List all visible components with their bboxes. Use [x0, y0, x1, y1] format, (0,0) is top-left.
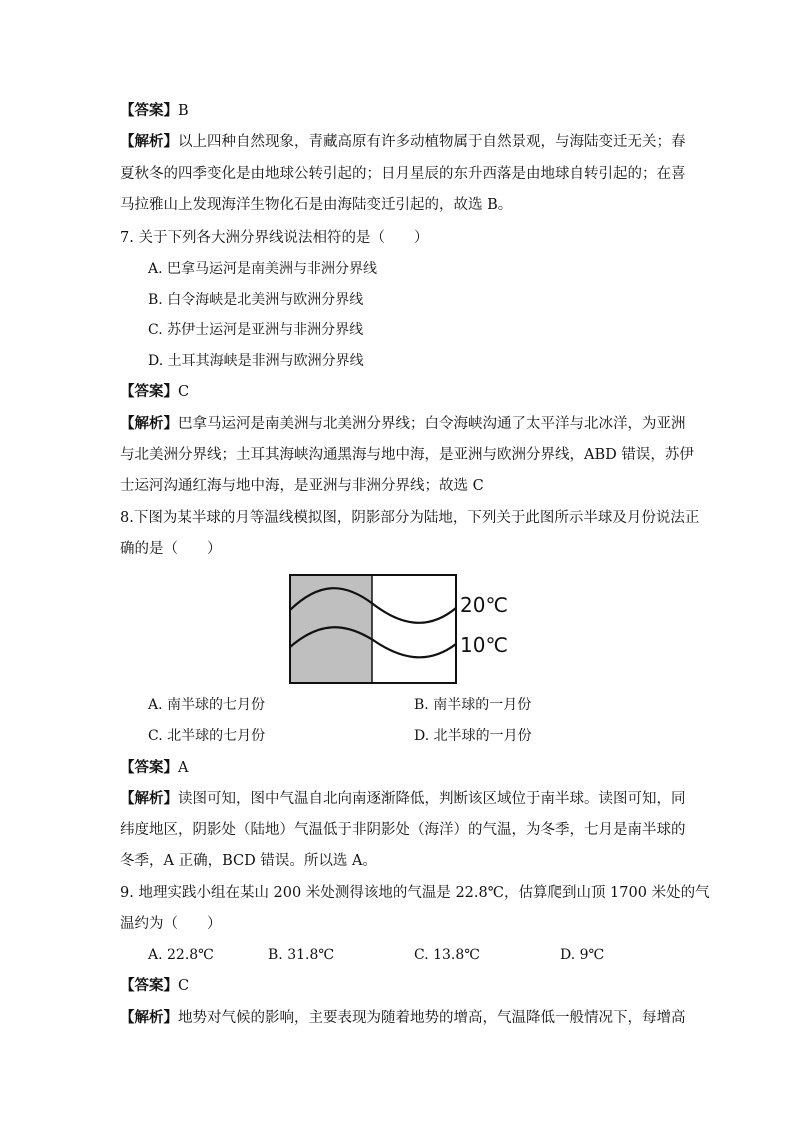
q9-answer [120, 976, 189, 996]
q7-option-a: A. 巴拿马运河是南美洲与非洲分界线 [148, 261, 378, 277]
q7-analysis-line-2: 与北美洲分界线；土耳其海峡沟通黑海与地中海，是亚洲与欧洲分界线，ABD 错误，苏伊 [120, 447, 694, 463]
answer-value: B [178, 103, 189, 119]
q9-option-a: A. 22.8℃ [148, 947, 214, 963]
answer-tag: 【答案】 [120, 759, 178, 776]
q8-question-line-1: 8.下图为某半球的月等温线模拟图，阴影部分为陆地，下列关于此图所示半球及月份说法正 [120, 510, 700, 526]
isotherm-figure [289, 574, 457, 684]
analysis-tag: 【解析】 [120, 415, 178, 432]
answer-tag: 【答案】 [120, 102, 178, 119]
q8-analysis-line-2: 纬度地区，阴影处（陆地）气温低于非阴影处（海洋）的气温，为冬季，七月是南半球的 [120, 822, 686, 838]
isotherm-label-20: 20℃ [460, 593, 508, 617]
q9-question-line-2: 温约为（ ） [120, 916, 222, 932]
answer-value: C [178, 384, 190, 400]
q7-analysis-line-1 [120, 414, 686, 434]
analysis-text: 地势对气候的影响，主要表现为随着地势的增高，气温降低一般情况下，每增高 [178, 1010, 686, 1026]
q6-analysis-line-1 [120, 132, 686, 152]
land-area [290, 575, 372, 683]
q8-answer [120, 758, 188, 778]
q9-option-c: C. 13.8℃ [414, 947, 480, 963]
q9-question-line-1: 9. 地理实践小组在某山 200 米处测得该地的气温是 22.8℃，估算爬到山顶 1700 米处的气 [120, 885, 710, 901]
answer-value: A [178, 760, 189, 776]
q6-analysis-line-3: 马拉雅山上发现海洋生物化石是由海陆变迁引起的，故选 B。 [120, 197, 513, 213]
q8-question-line-2: 确的是（ ） [120, 541, 222, 557]
analysis-tag: 【解析】 [120, 133, 178, 150]
q7-option-d: D. 土耳其海峡是非洲与欧洲分界线 [148, 353, 364, 369]
q8-option-b: B. 南半球的一月份 [414, 697, 532, 713]
isotherm-label-10: 10℃ [460, 633, 508, 657]
analysis-text: 以上四种自然现象，青藏高原有许多动植物属于自然景观，与海陆变迁无关；春 [178, 134, 686, 150]
q9-option-b: B. 31.8℃ [268, 947, 335, 963]
answer-tag: 【答案】 [120, 977, 178, 994]
answer-value: C [178, 978, 190, 994]
q7-analysis-line-3: 士运河沟通红海与地中海，是亚洲与非洲分界线；故选 C [120, 478, 484, 494]
analysis-tag: 【解析】 [120, 1009, 178, 1026]
q8-analysis-line-1 [120, 789, 686, 809]
q8-option-a: A. 南半球的七月份 [148, 697, 266, 713]
answer-tag: 【答案】 [120, 383, 178, 400]
q7-option-c: C. 苏伊士运河是亚洲与非洲分界线 [148, 322, 364, 338]
q7-option-b: B. 白令海峡是北美洲与欧洲分界线 [148, 292, 364, 308]
q8-option-d: D. 北半球的一月份 [414, 728, 532, 744]
q9-option-d: D. 9℃ [560, 947, 605, 963]
analysis-text: 读图可知，图中气温自北向南逐渐降低，判断该区域位于南半球。读图可知，同 [178, 791, 686, 807]
q7-question: 7. 关于下列各大洲分界线说法相符的是（ ） [120, 230, 429, 246]
q8-option-c: C. 北半球的七月份 [148, 728, 266, 744]
isotherm-diagram [289, 574, 457, 684]
q9-analysis-line-1 [120, 1008, 686, 1028]
q8-analysis-line-3: 冬季，A 正确，BCD 错误。所以选 A。 [120, 853, 377, 869]
analysis-text: 巴拿马运河是南美洲与北美洲分界线；白令海峡沟通了太平洋与北冰洋，为亚洲 [178, 416, 686, 432]
analysis-tag: 【解析】 [120, 790, 178, 807]
q6-answer [120, 101, 189, 121]
q6-analysis-line-2: 夏秋冬的四季变化是由地球公转引起的；日月星辰的东升西落是由地球自转引起的；在喜 [120, 166, 686, 182]
q7-answer [120, 382, 189, 402]
